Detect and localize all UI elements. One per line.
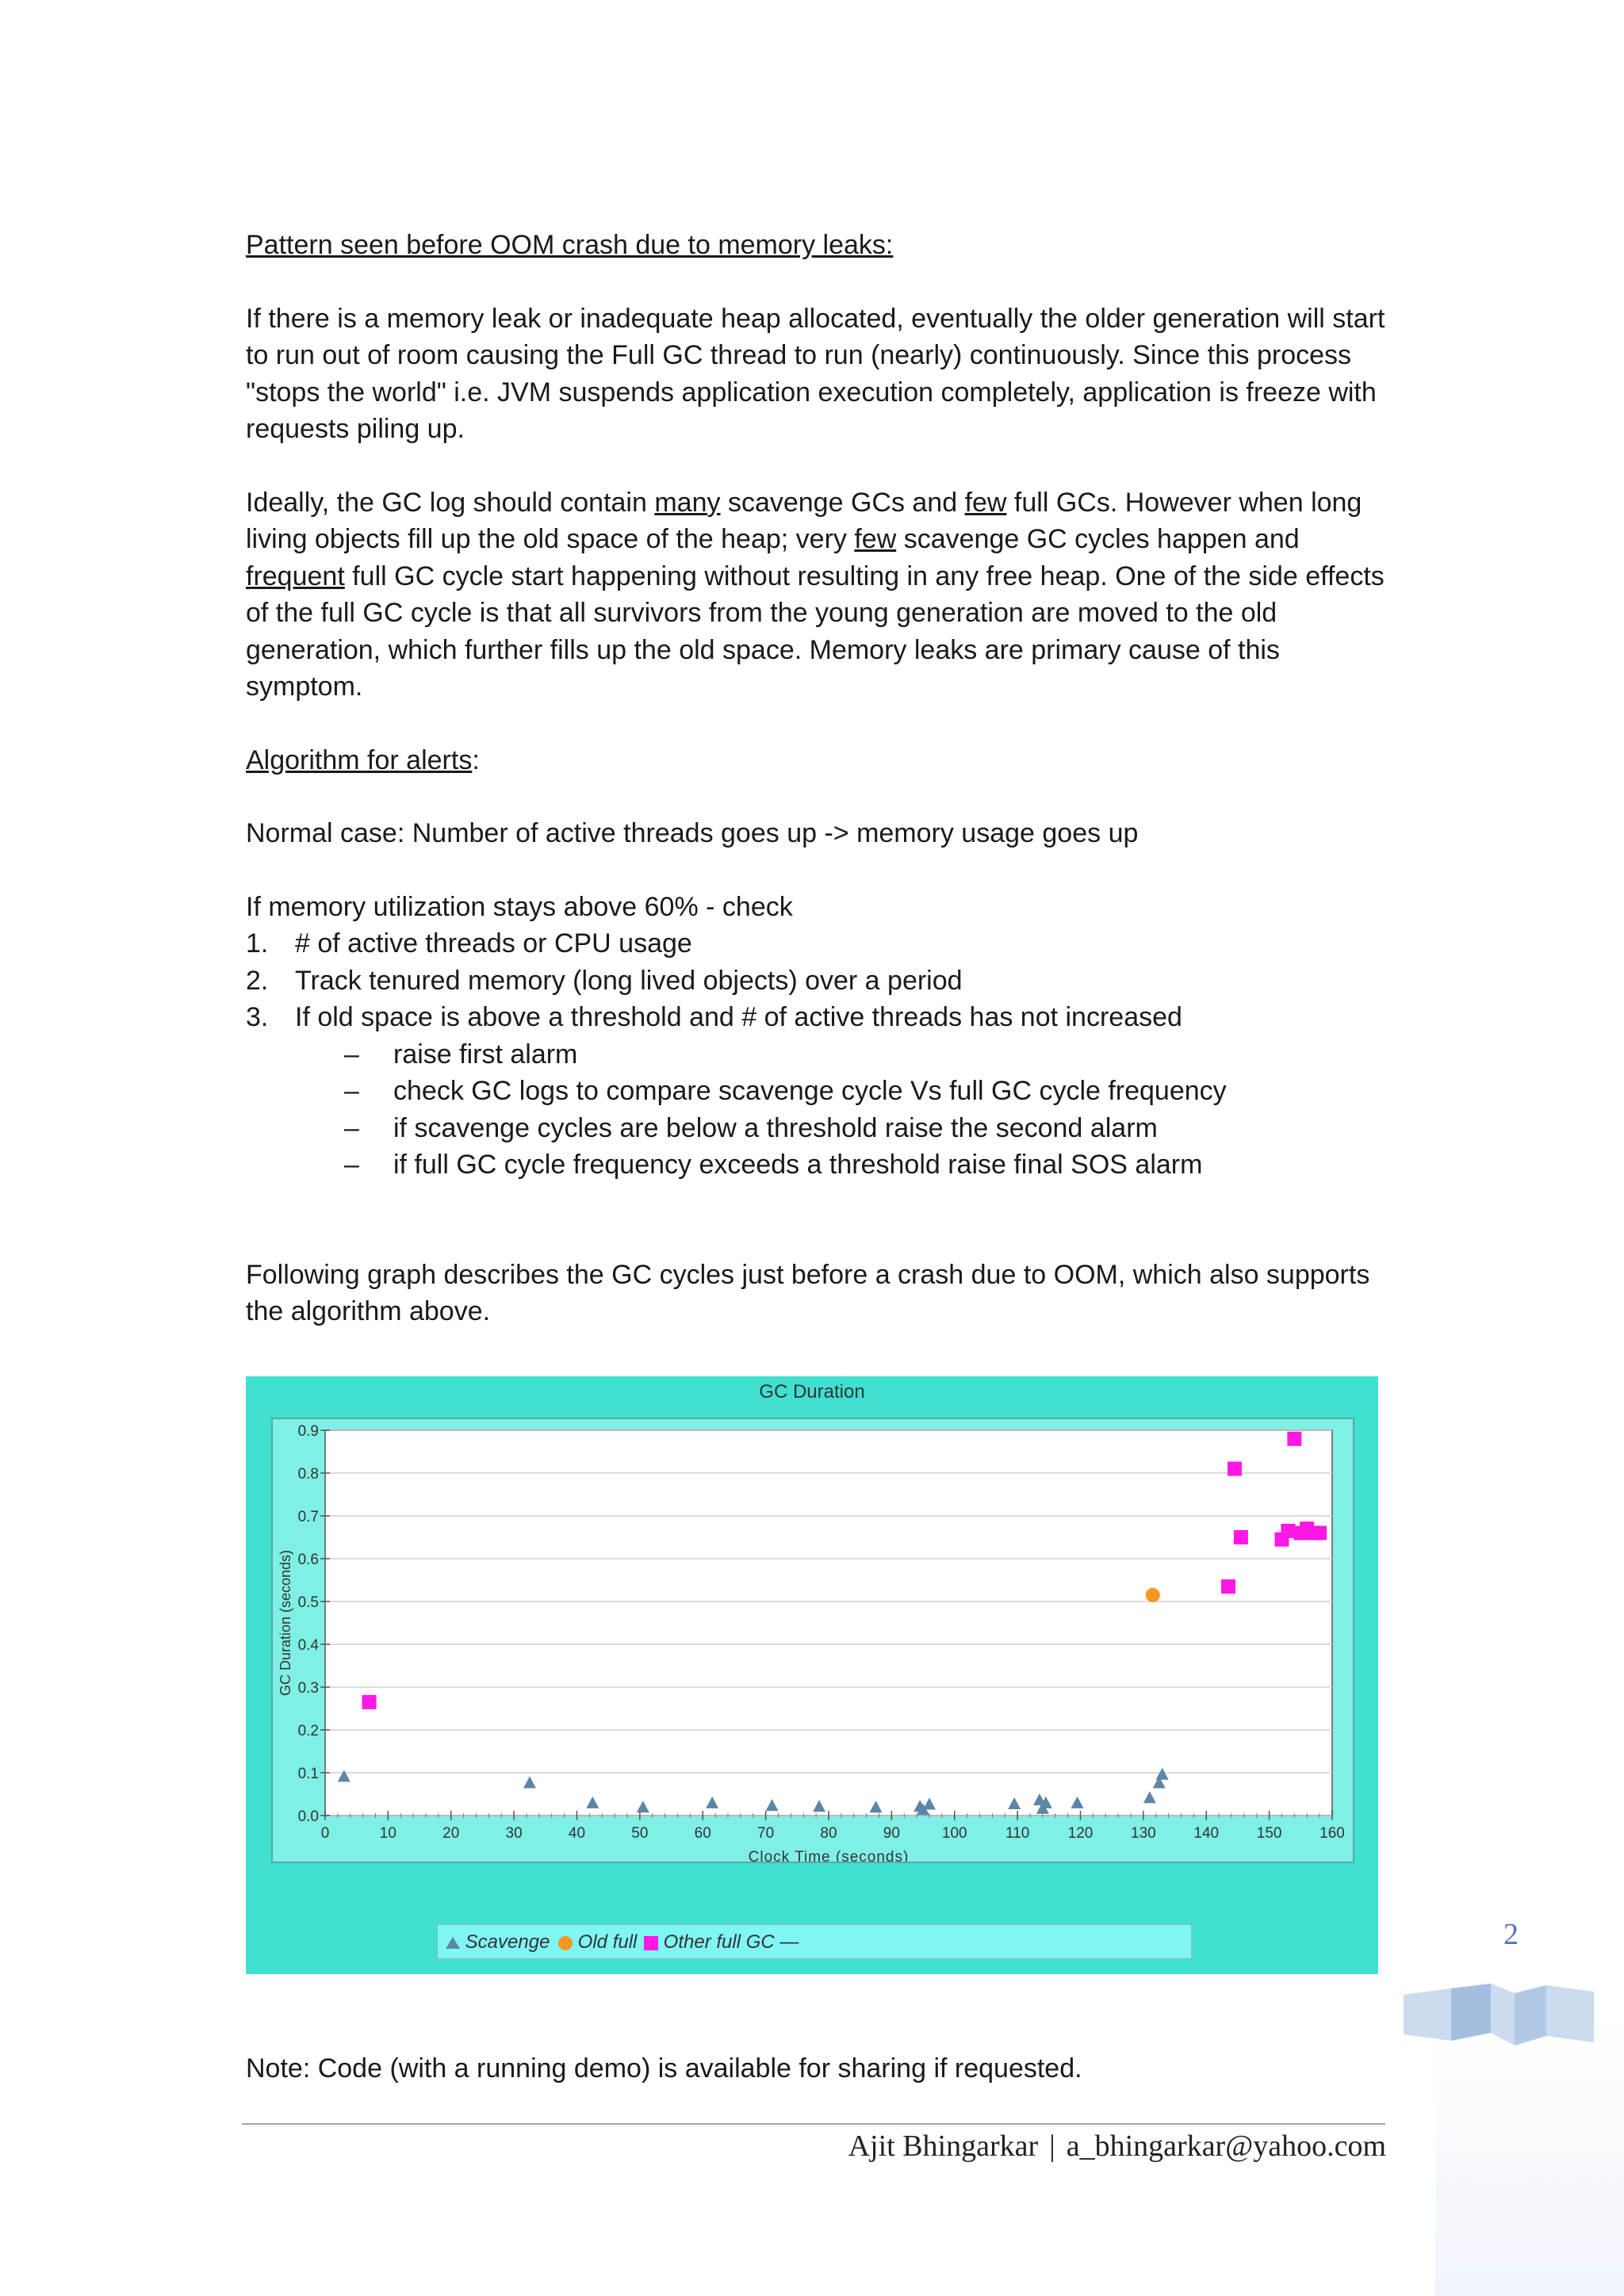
old-full-point — [1146, 1588, 1160, 1602]
legend-old-full: Old full — [558, 1931, 637, 1954]
x-tick-label: 0 — [320, 1825, 330, 1842]
square-icon — [644, 1936, 658, 1950]
legend-other-full-gc: Other full GC — — [644, 1931, 799, 1954]
other-full-gc-point — [1221, 1579, 1235, 1594]
graph-intro-text: Following graph describes the GC cycles just before a crash due to OOM, which also supports the algorithm above. — [246, 1259, 1370, 1326]
x-tick-label: 20 — [442, 1825, 460, 1842]
other-full-gc-point — [1234, 1530, 1248, 1544]
list-item: 1. # of active threads or CPU usage — [246, 928, 692, 959]
chart-title: GC Duration — [759, 1381, 865, 1402]
ribbon-icon — [1404, 1980, 1602, 2060]
y-axis-label: GC Duration (seconds) — [278, 1549, 293, 1697]
y-tick-label: 0.4 — [297, 1637, 319, 1654]
circle-icon — [558, 1936, 573, 1950]
list-item: – if scavenge cycles are below a threshold raise the second alarm — [344, 1112, 1158, 1143]
x-tick-label: 130 — [1131, 1825, 1156, 1842]
y-tick-label: 0.2 — [297, 1723, 319, 1739]
chart-legend — [436, 1923, 1193, 1960]
x-tick-label: 160 — [1320, 1825, 1345, 1842]
other-full-gc-point — [1228, 1462, 1242, 1476]
x-tick-label: 70 — [757, 1825, 775, 1842]
gc-duration-chart — [246, 1376, 1378, 1974]
list-item: 3. If old space is above a threshold and # of active threads has not increased — [246, 1002, 1182, 1032]
x-tick-label: 80 — [820, 1825, 837, 1842]
paragraph-memory-leak: If there is a memory leak or inadequate heap allocated, eventually the older generation will start to run out of room causing the Full GC thread to run (nearly) continuously. Since this process "stops the world" i.e. JVM suspends application execution completely, application is freeze with requests piling up. — [246, 303, 1385, 444]
y-tick-label: 0.0 — [297, 1808, 319, 1825]
footer-divider — [242, 2123, 1385, 2125]
footer-author: Ajit Bhingarkar — [848, 2130, 1039, 2163]
paragraph-gc-log: Ideally, the GC log should contain many scavenge GCs and few full GCs. However when long living objects fill up the old space of the heap; very few scavenge GC cycles happen and frequent full GC cycle start happening without resulting in any free heap. One of the side effects of the full GC cycle is that all survivors from the young generation are moved to the old generation, which further fills up the old space. Memory leaks are primary cause of this symptom. — [246, 487, 1385, 702]
x-tick-label: 100 — [941, 1825, 967, 1842]
list-item: – raise first alarm — [344, 1039, 578, 1070]
x-axis-label: Clock Time (seconds) — [748, 1849, 910, 1862]
other-full-gc-point — [1312, 1526, 1327, 1540]
plot-panel — [271, 1418, 1354, 1863]
document-body — [246, 227, 1388, 1330]
x-tick-label: 60 — [694, 1825, 711, 1842]
x-tick-label: 150 — [1256, 1825, 1282, 1842]
x-tick-label: 110 — [1005, 1825, 1030, 1842]
list-item: 2. Track tenured memory (long lived objects) over a period — [246, 965, 963, 996]
legend-scavenge: Scavenge — [446, 1931, 550, 1954]
underlined-word-few-2: few — [854, 524, 897, 554]
x-tick-label: 40 — [568, 1825, 586, 1842]
steps-list — [246, 925, 1388, 1036]
y-tick-label: 0.7 — [297, 1509, 319, 1525]
x-tick-label: 50 — [631, 1825, 649, 1842]
other-full-gc-point — [362, 1695, 377, 1709]
other-full-gc-point — [1281, 1524, 1295, 1538]
y-tick-label: 0.6 — [297, 1552, 319, 1568]
footer-separator: | — [1049, 2130, 1055, 2163]
normal-case-text: Normal case: Number of active threads goes up -> memory usage goes up — [246, 818, 1139, 848]
underlined-word-frequent: frequent — [246, 561, 345, 591]
x-tick-label: 90 — [883, 1825, 900, 1842]
triangle-icon — [446, 1937, 460, 1949]
check-line: If memory utilization stays above 60% - check — [246, 891, 793, 922]
footer — [814, 2129, 1386, 2164]
list-item: – if full GC cycle frequency exceeds a threshold raise final SOS alarm — [344, 1150, 1203, 1180]
section-heading-pattern: Pattern seen before OOM crash due to memory leaks: — [246, 230, 894, 260]
underlined-word-few: few — [964, 487, 1007, 518]
plot-svg — [273, 1419, 1353, 1862]
y-tick-label: 0.8 — [297, 1466, 319, 1483]
y-tick-label: 0.9 — [297, 1423, 319, 1440]
note-text: Note: Code (with a running demo) is available for sharing if requested. — [246, 2053, 1082, 2084]
plot-area — [325, 1430, 1332, 1816]
footer-email: a_bhingarkar@yahoo.com — [1066, 2130, 1386, 2163]
underlined-word-many: many — [654, 487, 721, 518]
x-tick-label: 30 — [505, 1825, 523, 1842]
substeps-list — [246, 1036, 1388, 1184]
y-tick-label: 0.3 — [297, 1680, 319, 1697]
y-tick-label: 0.5 — [297, 1594, 319, 1611]
section-heading-algorithm: Algorithm for alerts: — [246, 744, 480, 775]
list-item: – check GC logs to compare scavenge cycle Vs full GC cycle frequency — [344, 1076, 1227, 1106]
x-tick-label: 120 — [1067, 1825, 1094, 1842]
y-tick-label: 0.1 — [297, 1766, 319, 1782]
other-full-gc-point — [1287, 1432, 1301, 1446]
page-number: 2 — [1503, 1918, 1519, 1951]
x-tick-label: 140 — [1193, 1825, 1220, 1842]
x-tick-label: 10 — [379, 1825, 396, 1842]
